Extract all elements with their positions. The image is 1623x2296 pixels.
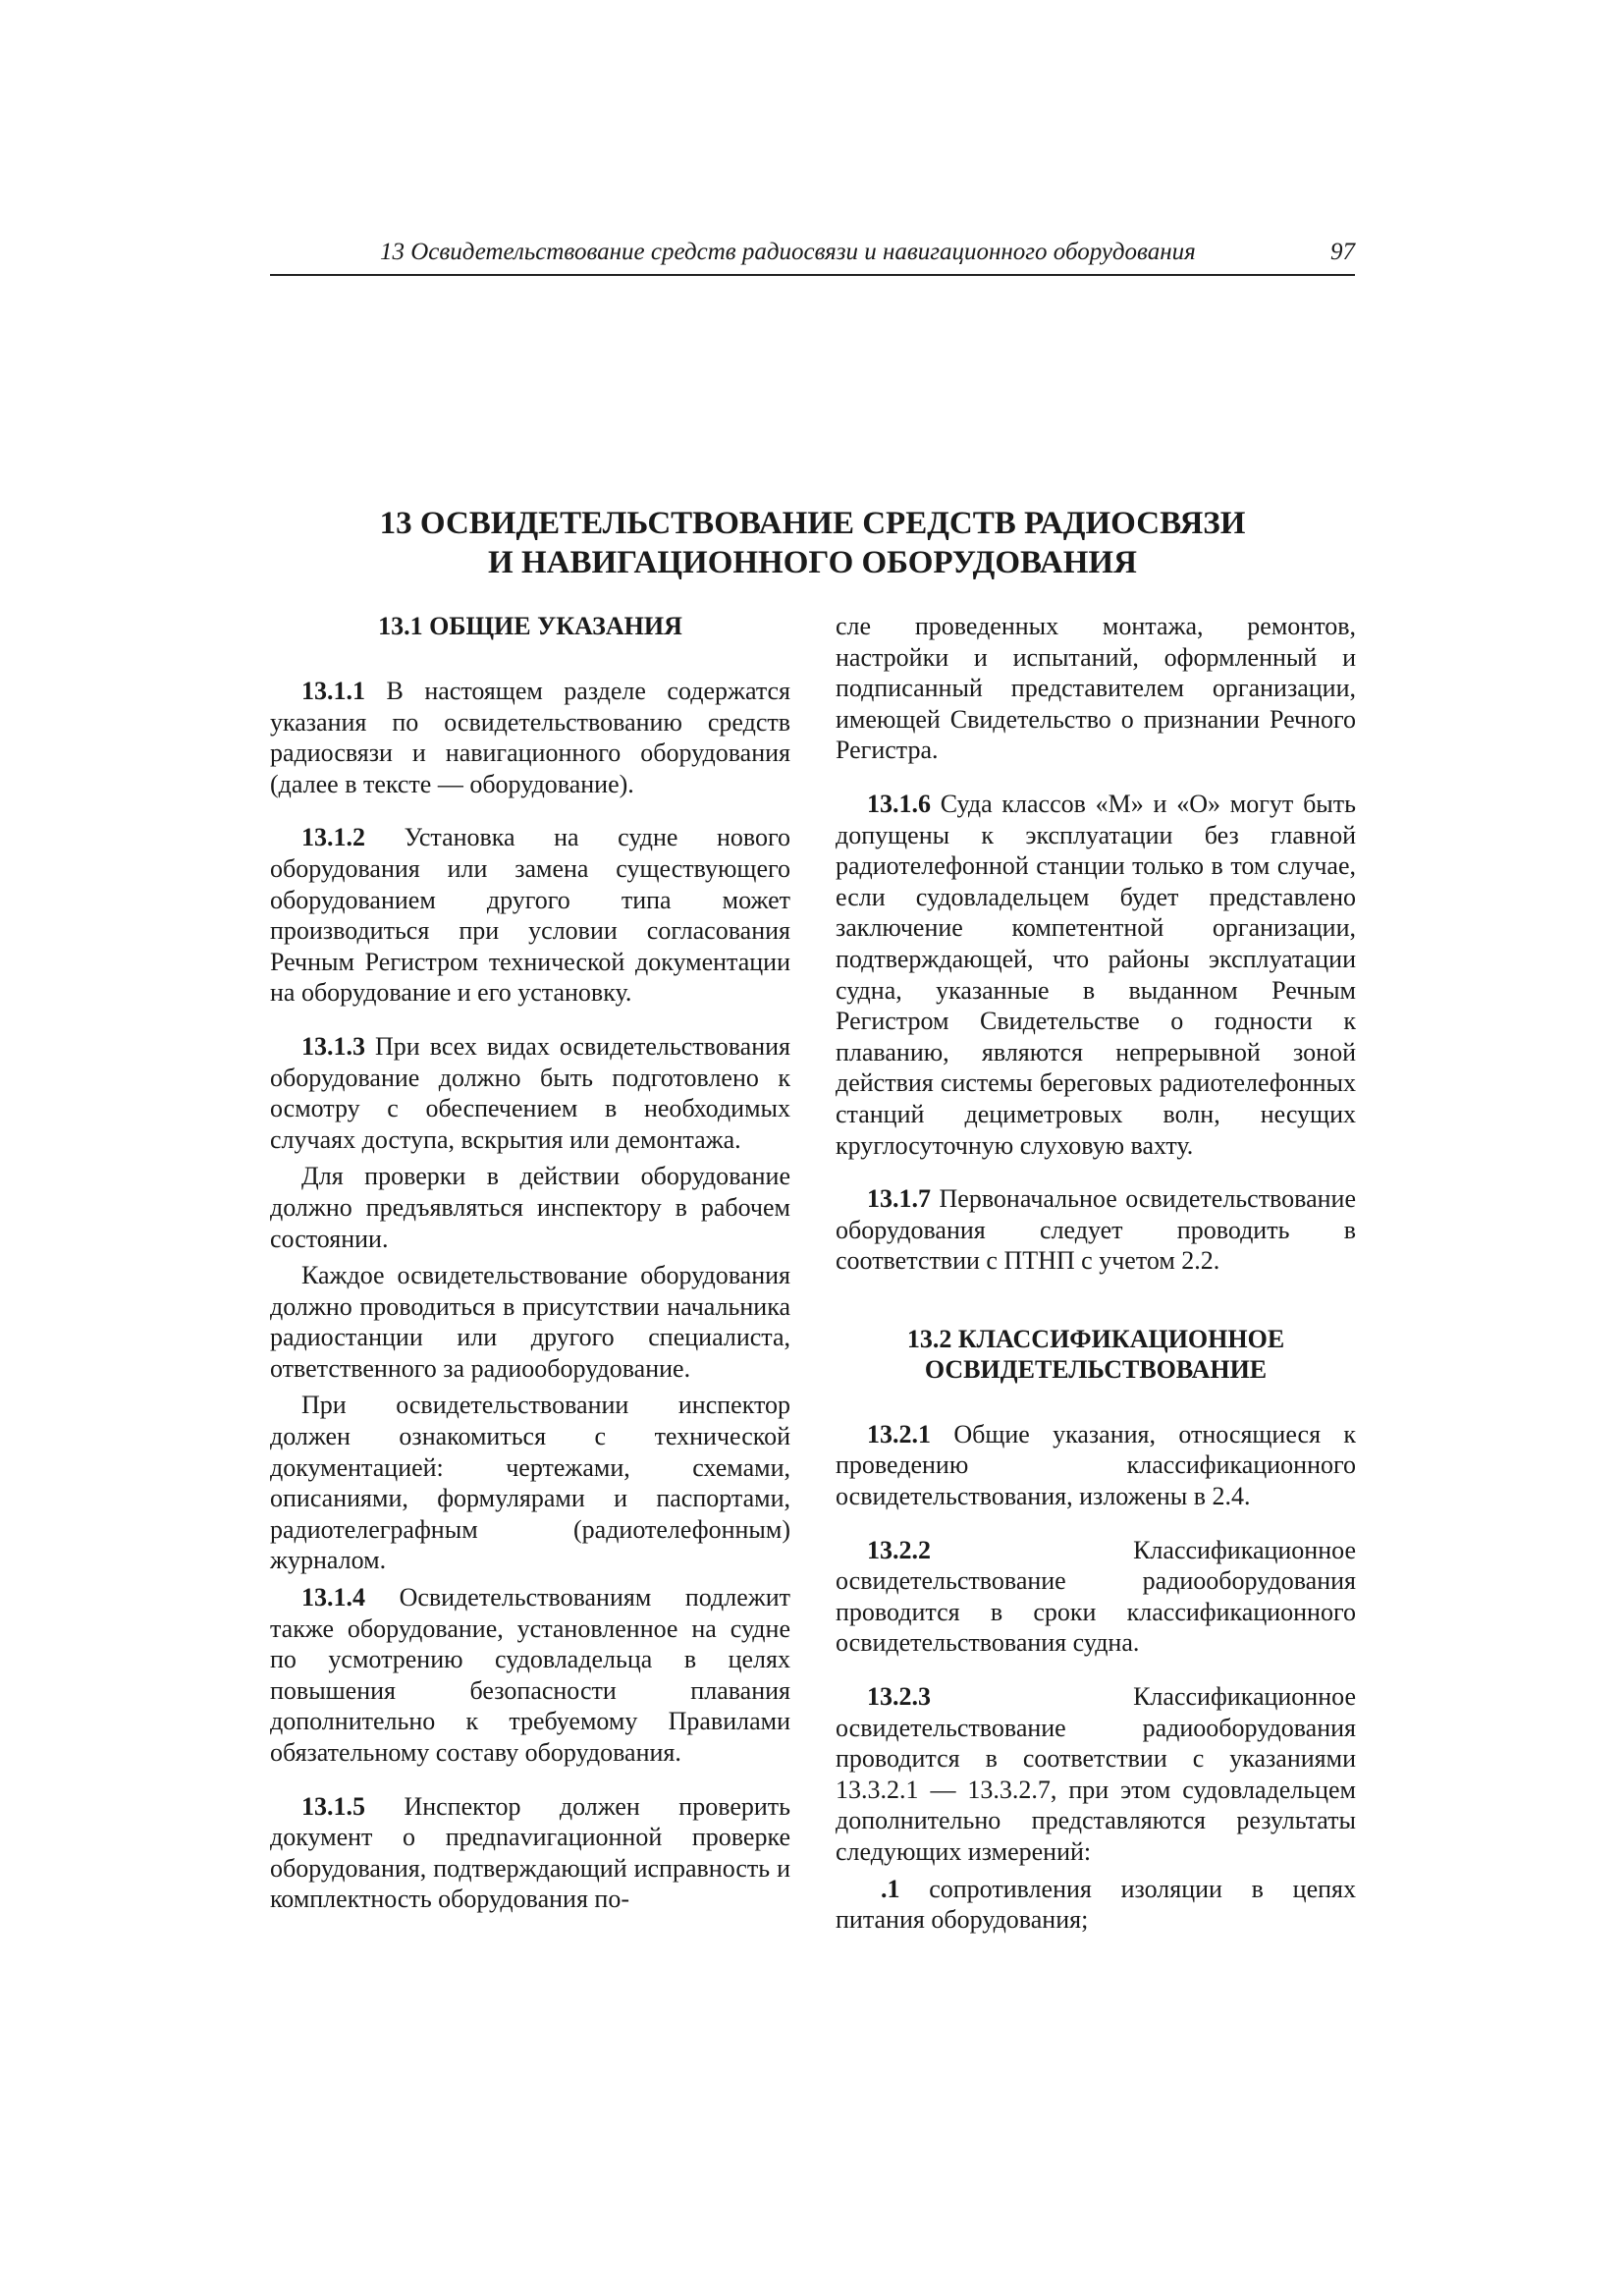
paragraph-13-1-3 (270, 1031, 790, 1155)
paragraph-13-1-3-b: Для проверки в действии оборудование должно предъявляться инспектору в рабочем состоянии. (270, 1162, 790, 1253)
section-heading-line-2: ОСВИДЕТЕЛЬСТВОВАНИЕ (924, 1354, 1268, 1384)
left-column (270, 611, 790, 1915)
clause-number: 13.1.4 (301, 1583, 365, 1613)
paragraph-13-2-3 (836, 1681, 1356, 1868)
clause-number: 13.2.1 (867, 1419, 931, 1449)
clause-number: 13.1.6 (867, 789, 931, 818)
paragraph-13-1-5-continued: сле проведенных монтажа, ремонтов, настройки и испытаний, оформленный и подписанный представителем организации, имеющей Свидетельство о признании Речного Регистра. (836, 612, 1356, 765)
item-text: сопротивления изоляции в цепях питания оборудования; (836, 1874, 1356, 1935)
paragraph-13-1-3-c: Каждое освидетельствование оборудования должно проводиться в присутствии начальника радиостанции или другого специалиста, ответственного за радиооборудование. (270, 1261, 790, 1383)
section-heading-text: 13.1 ОБЩИЕ УКАЗАНИЯ (378, 612, 682, 640)
page-number: 97 (1330, 239, 1355, 265)
clause-number: 13.1.2 (301, 823, 365, 852)
chapter-title-line-2: И НАВИГАЦИОННОГО ОБОРУДОВАНИЯ (488, 545, 1137, 580)
running-head-title: 13 Освидетельствование средств радиосвязи и навигационного оборудования (380, 239, 1196, 265)
paragraph-13-1-6 (836, 789, 1356, 1161)
section-heading-13-1 (270, 611, 790, 641)
paragraph-13-1-5 (270, 1791, 790, 1915)
paragraph-text: Общие указания, относящиеся к проведению классификационного освидетельствования, изложены в 2.4. (836, 1419, 1356, 1511)
paragraph-13-1-3-d: При освидетельствовании инспектор должен ознакомиться с технической документацией: чертежами, схемами, описаниями, формулярами и паспортами, радиотелеграфным (радиотелефонным) журналом. (270, 1391, 790, 1575)
clause-number: 13.1.1 (301, 677, 365, 705)
paragraph-text: Классификационное освидетельствование радиооборудования проводится в соответствии с указаниями 13.3.2.1 — 13.3.2.7, при этом судовладельцем дополнительно представляются результаты следующих измерений: (836, 1682, 1356, 1866)
paragraph-text: Инспектор должен проверить документ о предnavигационной проверке оборудования, подтверждающий исправность и комплектность оборудования по- (270, 1791, 790, 1914)
paragraph-text: Установка на судне нового оборудования или замена существующего оборудованием другого типа может производиться при условии согласования Речным Регистром технической документации на оборудование и его установку. (270, 823, 790, 1008)
paragraph-text: При всех видах освидетельствования оборудование должно быть подготовлено к осмотру с обеспечением в необходимых случаях доступа, вскрытия или демонтажа. (270, 1031, 790, 1154)
chapter-title (270, 504, 1355, 582)
paragraph-text: Классификационное освидетельствование радиооборудования проводится в сроки классификационного освидетельствования судна. (836, 1535, 1356, 1658)
paragraph-text: Освидетельствованиям подлежит также оборудование, установленное на судне по усмотрению судовладельца в целях повышения безопасности плавания дополнительно к требуемому Правилами обязательному составу оборудования. (270, 1583, 790, 1767)
clause-number: 13.1.7 (867, 1184, 931, 1214)
paragraph-13-1-2 (270, 822, 790, 1009)
section-heading-13-2 (836, 1324, 1356, 1385)
item-number: .1 (881, 1874, 900, 1903)
paragraph-13-2-2 (836, 1535, 1356, 1659)
right-column (836, 611, 1356, 1936)
clause-number: 13.2.2 (867, 1535, 931, 1564)
paragraph-text: Суда классов «М» и «О» могут быть допущены к эксплуатации без главной радиотелефонной станции только в том случае, если судовладельцем будет представлено заключение компетентной организации, подтверждающей, что районы эксплуатации судна, указанные в выданном Речным Регистром Свидетельстве о годности к плаванию, являются непрерывной зоной действия системы береговых радиотелефонных станций дециметровых волн, несущих круглосуточную слуховую вахту. (836, 789, 1356, 1160)
paragraph-text: В настоящем разделе содержатся указания по освидетельствованию средств радиосвязи и навигационного оборудования (далее в тексте — оборудование). (270, 677, 790, 798)
clause-number: 13.2.3 (867, 1682, 931, 1712)
running-head (270, 239, 1355, 276)
clause-number: 13.1.3 (301, 1031, 365, 1061)
paragraph-13-1-7 (836, 1183, 1356, 1277)
paragraph-13-1-4 (270, 1582, 790, 1769)
paragraph-13-2-1 (836, 1419, 1356, 1512)
clause-number: 13.1.5 (301, 1791, 365, 1821)
section-heading-line-1: 13.2 КЛАССИФИКАЦИОННОЕ (906, 1324, 1285, 1353)
list-item-1 (836, 1874, 1356, 1936)
chapter-title-line-1: 13 ОСВИДЕТЕЛЬСТВОВАНИЕ СРЕДСТВ РАДИОСВЯЗИ (379, 506, 1246, 541)
paragraph-text: Первоначальное освидетельствование оборудования следует проводить в соответствии с ПТНП с учетом 2.2. (836, 1184, 1356, 1276)
paragraph-13-1-1 (270, 676, 790, 799)
